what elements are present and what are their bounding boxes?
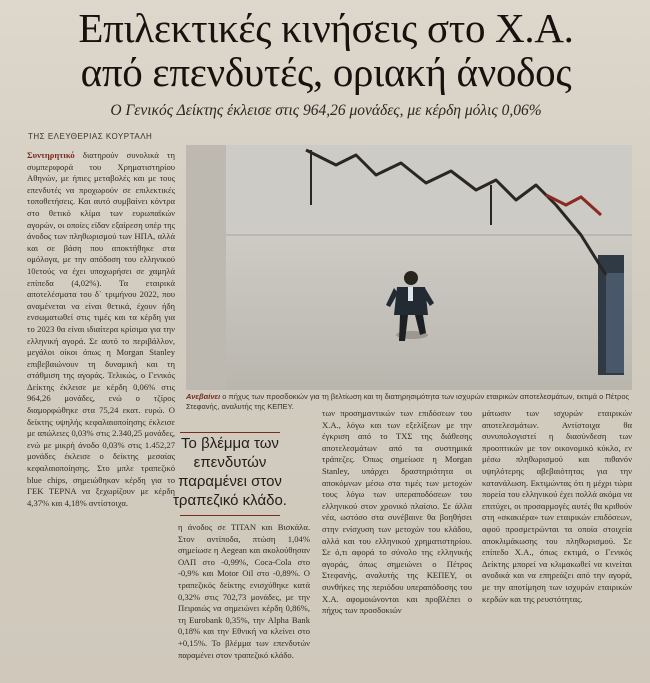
- pullquote-rule-bottom: [180, 515, 280, 516]
- headline-line-2: από επενδυτές, οριακή άνοδος: [80, 49, 572, 95]
- column-lead-word: Συντηρητικό: [27, 150, 75, 160]
- caption-lead: Ανεβαίνει: [186, 392, 221, 401]
- pullquote: Το βλέμμα των επενδυτών παραμένει στον τραπεζικό κλάδο.: [173, 435, 287, 509]
- pullquote-rule-top: [180, 432, 280, 433]
- article-column-mid-1: η άνοδος σε ΤΙΤΑΝ και Βισκάλα. Στον αντίποδα, πτώση 1,04% σημείωσε η Aegean και ακολούθησαν ΟΛΠ στο -0,99%, Coca-Cola στο -0,9% και Motor Oil στο -0,89%. Ο τραπεζικός δείκτης ενισχύθηκε κατά 0,32% στις 702,73 μονάδες, με την Πειραιώς να σημειώνει κέρδη 0,86%, τη Eurobank 0,35%, την Alpha Bank 0,18% και την Εθνική να κλείνει στο +0,15%. Το βλέμμα των επενδυτών παραμένει στον τραπεζικό κλάδο.: [178, 522, 310, 660]
- article-column-right: μάτωσιν των ισχυρών εταιρικών αποτελεσμάτων. Αντίστοιχα θα συνυπολογιστεί η διασύνδεση των προοπτικών με τον οικονομικό κύκλο, εν μέσω πληθωρισμού και πιθανόν υψηλότερης αβεβαιότητας για την κατανάλωση. Εκτιμώντας ότι η μέχρι τώρα πορεία του ελληνικού έχει πολλά ακόμα να επιτύχει, οι προσαρμογές αυτές θα κριθούν στη «σκακιέρα» των εταιρικών επιδόσεων, αφού προσμετρώνται τα οποία στοιχεία αποκλιμάκωσης του πληθωρισμού. Σε επίπεδο Χ.Α., όπως εκτιμά, ο Γενικός Δείκτης μπορεί να κλιμακωθεί να κινείται ανοδικά και να επηρεάζει από την αγορά, με την αποτίμηση των ισχυρών εταιρικών κερδών και της ρευστότητας.: [482, 408, 632, 604]
- caption-text: ο πήχυς των προσδοκιών για τη βελτίωση και τη διατηρησιμότητα των ισχυρών εταιρικών αποτελεσμάτων, εκτιμά ο Πέτρος Στεφανής, αναλυτής της ΚΕΠΕΥ.: [186, 392, 630, 411]
- headline: [8, 6, 644, 94]
- article-column-left: [27, 150, 175, 683]
- headline-line-1: Επιλεκτικές κινήσεις στο Χ.Α.: [78, 5, 574, 51]
- byline: ΤΗΣ ΕΛΕΥΘΕΡΙΑΣ ΚΟΥΡΤΑΛΗ: [28, 132, 153, 141]
- article-photo: [186, 145, 632, 390]
- businessman-photo-illustration: [186, 145, 632, 390]
- subheadline: Ο Γενικός Δείκτης έκλεισε στις 964,26 μονάδες, με κέρδη μόλις 0,06%: [110, 102, 542, 119]
- article-column-mid-2: των προσημαντικών των επιδόσεων του Χ.Α., λόγω και των εξελίξεων με την έγκριση από το ΤΧΣ της διάθεσης αποτελεσμάτων από τα συστημικά τράπεζες. Όπως σημείωσε η Morgan Stanley, υπάρχει δραστηριότητα οι αποκόμνων μέσω στα τιμές των μετοχών τους λόγω των υπεραποδόσεων του ελληνικού στον χρονικό πλαίσιο. Σε άλλα νέα, ωστόσο στα συνέβαινε θα βοηθήσει στην ενίσχυση των μετοχών του κλάδου, αλλά και του ελληνικού χρηματιστηρίου. Σε ό,τι αφορά το σύνολο της ελληνικής αγοράς, όπως σημειώνει ο Πέτρος Στεφανής, αναλυτής της ΚΕΠΕΥ, οι συνθήκες της περιόδου υπεραπόδοσης του Χ.Α. αφομοιώνονται και προβλέπει ο πήχυς των προσδοκιών: [322, 408, 472, 616]
- column-left-body: διατηρούν συνολικά τη συμπεριφορά του Χρηματιστηρίου Αθηνών, με ήπιες μεταβολές και με τους επενδυτές να προχωρούν σε επιλεκτικές τοποθετήσεις. Και αυτό συμβαίνει κόντρα στο θετικό κλίμα των ευρωπαϊκών αγορών, οι οποίες είδαν εξαίρεση υπέρ της άνοδος των πληθωρισμού των ΗΠΑ, αλλά και σε βάση που αποκτήθηκε στα ομόλογα, με την απόδοση του ελληνικού 10ετούς να έχει υποχωρήσει σε χαμηλά επίπεδα (4,02%). Τα εταιρικά αποτελέσματα του δ΄ τριμήνου 2022, που αναμένεται να είναι θετικά, έχουν ήδη ενσωματωθεί στις τιμές και τα κέρδη για το 2023 θα είναι ιδιαίτερα κρίσιμα για την ελληνική αγορά. Σε αυτό το περιβάλλον, μεγάλοι οίκοι όπως η Morgan Stanley επιβεβαιώνουν τη δυναμική και τη στάθμιση της αγοράς. Τελικώς, ο Γενικός Δείκτης έκλεισε με κέρδη 0,06% στις 964,26 μονάδες, ενώ ο τζίρος διαμορφώθηκε στα 75,24 εκατ. ευρώ. Ο δείκτης υψηλής κεφαλαιοποίησης έκλεισε με απώλειες 0,03% στις 2.340,25 μονάδες, ενώ με μικρή άνοδο 0,03% στις 1.452,27 μονάδες έκλεισε ο δείκτης μεσαίας κεφαλαιοποίησης. Στο μπλε τραπεζικό blue chips, σημειώθηκαν κέρδη για το ΓΕΚ ΤΕΡΝΑ να ξεχωρίζουν με κέρδη 4,37% και 4,18% αντίστοιχα.: [27, 150, 175, 508]
